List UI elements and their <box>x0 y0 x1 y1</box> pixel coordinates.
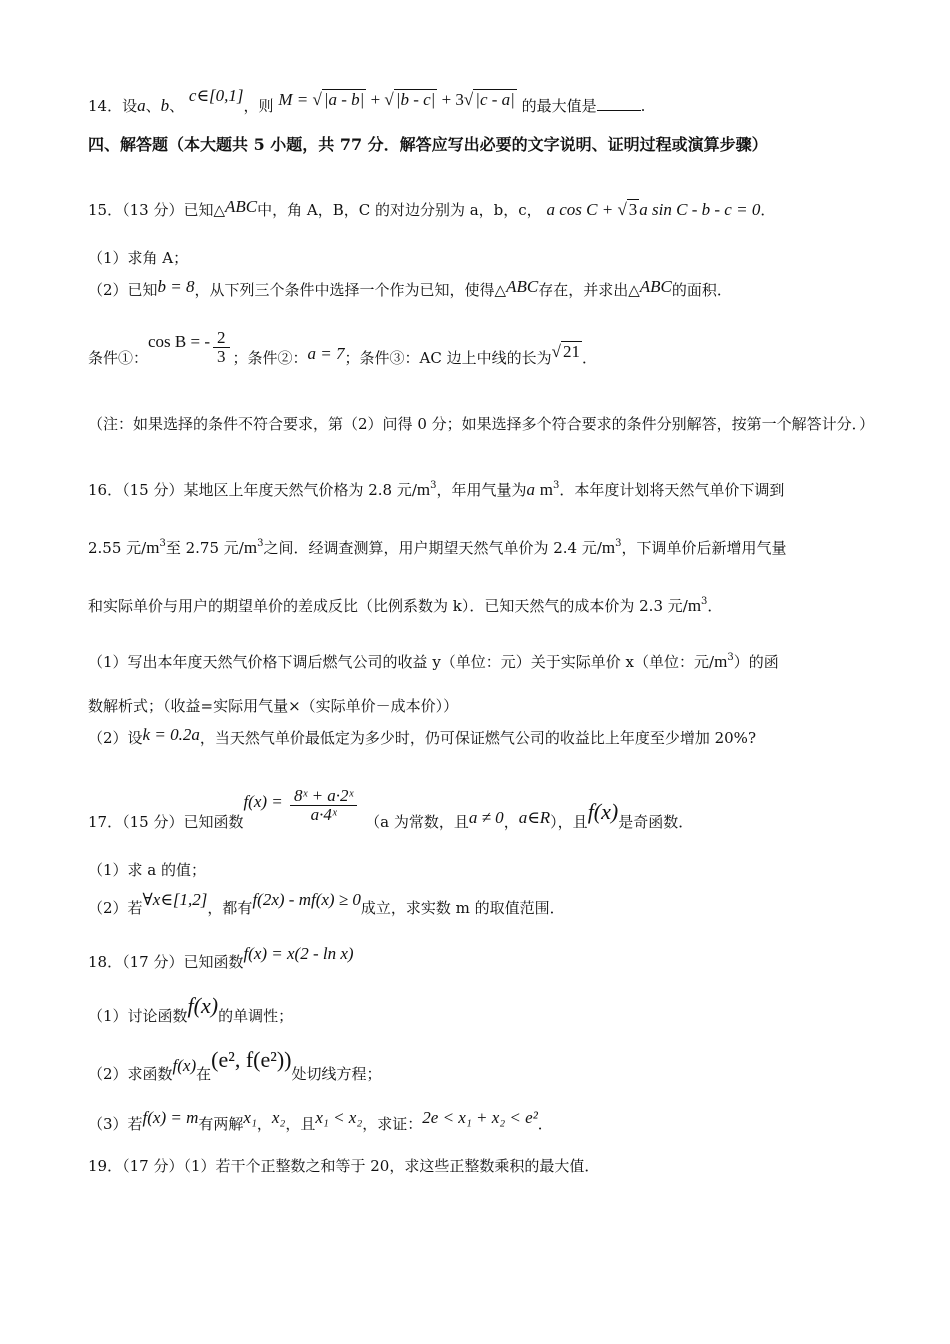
cond2-expr: a = 7 <box>307 344 345 363</box>
q18-p3-eq: f(x) = m <box>142 1108 199 1127</box>
q15-conditions: 条件①：cos B = - $\frac{2}{3}$ ；条件②：a = 7；条件③：AC 边上中线的长为√ 21 ． <box>88 327 597 367</box>
q16-l1b: ，年用气量为 <box>436 481 527 499</box>
q16-p2a: （2）设 <box>88 729 143 747</box>
q15-note: （注：如果选择的条件不符合要求，第（2）问得 0 分；如果选择多个符合要求的条件分别解答，按第一个解答计分．） <box>88 415 875 433</box>
q17-part2 <box>88 890 565 917</box>
unit-exp: 3 <box>257 538 264 549</box>
q17-a-in-R: a∈R <box>518 808 551 827</box>
q14-var-a: a <box>137 96 146 115</box>
q14-M: M = <box>278 90 313 109</box>
q18-p2c: 处切线方程； <box>291 1065 382 1083</box>
unit-m: m <box>714 652 728 671</box>
q14-c-range: c∈[0,1] <box>188 86 244 105</box>
q18-p1a: （1）讨论函数 <box>88 1007 188 1025</box>
q16-line1 <box>88 476 784 500</box>
q16-p1b: ）的函 <box>733 653 779 671</box>
q16-part2 <box>88 725 756 748</box>
q14-tail: 的最大值是 <box>521 97 597 115</box>
q15-p2-abc2: ABC <box>639 277 672 296</box>
q15-p2-mid: ，从下列三个条件中选择一个作为已知，使得△ <box>194 281 507 299</box>
cond-lead: 条件①： <box>88 349 149 367</box>
q17-cond-fx: f(x) <box>587 799 619 824</box>
unit-m: m <box>416 480 431 499</box>
q15-p2-lead: （2）已知 <box>88 281 158 299</box>
unit-m: m <box>539 480 554 499</box>
q16-part1 <box>88 648 779 672</box>
q18-p2b: 在 <box>196 1065 212 1083</box>
unit-m: m <box>687 596 702 615</box>
q16-l2a: 2.55 元/ <box>88 539 147 557</box>
q18-proof-ineq: 2e < x₁ + x₂ < e² <box>422 1108 538 1127</box>
q18-tangent-point: (e², f(e²)) <box>211 1047 292 1072</box>
question-15: 15．（13 分）已知△ABC中，角 A，B，C 的对边分别为 a，b，c， a cos C + √ 3 a sin C - b - c = 0． <box>88 197 776 219</box>
q14-var-b: b <box>160 96 170 115</box>
q18-p3a: （3）若 <box>88 1115 143 1133</box>
q18-p3e: ，求证： <box>362 1115 423 1133</box>
q15-lead: 15．（13 分）已知△ <box>88 201 225 219</box>
q17-cond-a: （a 为常数，且 <box>365 813 469 831</box>
question-14: 14．设a、b、 c∈[0,1]，则 M = √ |a - b| + √ |b - c| + 3√ |c - a| 的最大值是 . <box>88 86 646 115</box>
q16-l2b: 至 2.75 元/ <box>165 539 244 557</box>
cond-end: ． <box>581 349 597 367</box>
q15-sqrt3: 3 <box>628 200 638 219</box>
q14-lead: 14．设 <box>88 97 138 115</box>
q15-eq-part2: a sin C - b - c = 0 <box>639 200 761 219</box>
q17-num: 8ˣ + a·2ˣ <box>290 787 357 806</box>
q17-lead: 17．（15 分）已知函数 <box>88 813 244 831</box>
q17-ineq: f(2x) - mf(x) ≥ 0 <box>252 890 361 909</box>
q14-sep2: 、 <box>169 97 185 115</box>
q14-root2: |b - c| <box>395 90 436 109</box>
q18-p2-fx: f(x) <box>172 1056 197 1075</box>
q18-p3c: ， <box>256 1115 272 1133</box>
unit-m: m <box>146 538 160 557</box>
q16-line3 <box>88 592 722 616</box>
q16-l2d: ，下调单价后新增用气量 <box>621 539 787 557</box>
q15-p2-end: 的面积． <box>671 281 732 299</box>
q14-root1: |a - b| <box>323 90 365 109</box>
q14-plus1: + <box>366 90 385 109</box>
q16-part1-cont: 数解析式；（收益=实际用气量×（实际单价－成本价）） <box>88 697 459 715</box>
q18-x2: x₂ <box>271 1108 286 1127</box>
q18-p1b: 的单调性； <box>218 1007 294 1025</box>
q17-den: a·4ˣ <box>310 804 337 824</box>
q17-cond-d: 是奇函数． <box>618 813 694 831</box>
q18-p3-end: ． <box>537 1115 553 1133</box>
question-19: 19．（17 分）（1）若干个正整数之和等于 20，求这些正整数乘积的最大值． <box>88 1157 600 1175</box>
q14-end: . <box>640 97 646 115</box>
q16-l3a: 和实际单价与用户的期望单价的差成反比（比例系数为 k）．已知天然气的成本价为 2.3 元/ <box>88 597 688 615</box>
q15-p2-mid2: 存在，并求出△ <box>538 281 640 299</box>
q15-p2-abc: ABC <box>506 277 539 296</box>
q16-p1a: （1）写出本年度天然气价格下调后燃气公司的收益 y（单位：元）关于实际单价 x（单位：元/ <box>88 653 715 671</box>
q18-x1-lt-x2: x₁ < x₂ <box>315 1108 363 1127</box>
q17-forall: ∀x∈[1,2] <box>142 890 208 909</box>
cond-sep3: ；条件③：AC 边上中线的长为 <box>344 349 552 367</box>
question-18 <box>88 944 354 971</box>
unit-exp: 3 <box>159 538 166 549</box>
unit-exp: 3 <box>701 596 708 607</box>
q17-p2c: 成立，求实数 m 的取值范围． <box>360 899 565 917</box>
q17-p2a: （2）若 <box>88 899 143 917</box>
cond1-num: 2 <box>213 329 230 348</box>
q18-p3b: 有两解 <box>198 1115 244 1133</box>
q18-p2a: （2）求函数 <box>88 1065 173 1083</box>
q17-fraction <box>290 787 357 824</box>
q18-fx: f(x) = x(2 - ln x) <box>243 944 354 963</box>
q15-part2 <box>88 277 732 300</box>
cond1-fraction <box>213 329 230 366</box>
unit-exp: 3 <box>615 538 622 549</box>
unit-exp: 3 <box>727 652 734 663</box>
answer-blank <box>597 96 641 111</box>
q16-var-a: a <box>526 480 536 499</box>
section-heading: 四、解答题（本大题共 5 小题，共 77 分．解答应写出必要的文字说明、证明过程或演算步骤） <box>88 135 768 154</box>
q14-sep1: 、 <box>145 97 161 115</box>
cond1-expr: cos B = - <box>148 332 211 351</box>
unit-m: m <box>601 538 616 557</box>
cond1-den: 3 <box>217 346 226 366</box>
q15-b-eq: b = 8 <box>157 277 195 296</box>
q18-part1 <box>88 993 294 1025</box>
q16-l1c: ．本年度计划将天然气单价下调到 <box>559 481 785 499</box>
q16-p2b: ，当天然气单价最低定为多少时，仍可保证燃气公司的收益比上年度至少增加 20%? <box>199 729 756 747</box>
cond-sep2: ；条件②： <box>232 349 308 367</box>
q15-abc: ABC <box>224 197 258 216</box>
q14-plus2: + 3 <box>437 90 464 109</box>
q17-cond-b: ， <box>503 813 519 831</box>
cond3-root: 21 <box>562 342 580 361</box>
q14-comma: ，则 <box>243 97 274 115</box>
q15-end: ． <box>760 201 776 219</box>
question-17 <box>88 780 694 831</box>
q17-a-neq: a ≠ 0 <box>468 808 504 827</box>
q16-l2c: 之间．经调查测算，用户期望天然气单价为 2.4 元/ <box>263 539 602 557</box>
q18-part3 <box>88 1108 553 1133</box>
q15-mid: 中，角 A，B，C 的对边分别为 a，b，c， <box>257 201 542 219</box>
q17-p2b: ，都有 <box>207 899 253 917</box>
q17-cond-c: ），且 <box>550 813 588 831</box>
q16-l3b: ． <box>707 597 723 615</box>
q15-part1: （1）求角 A； <box>88 249 189 267</box>
q16-l1a: 16．（15 分）某地区上年度天然气价格为 2.8 元/ <box>88 481 417 499</box>
q16-line2 <box>88 534 787 558</box>
q17-fx: f(x) = <box>243 792 288 811</box>
q18-x1: x₁ <box>243 1108 257 1127</box>
q15-eq-part1: a cos C + <box>546 200 618 219</box>
q18-p3d: ，且 <box>285 1115 316 1133</box>
q18-lead: 18．（17 分）已知函数 <box>88 953 244 971</box>
q17-part1: （1）求 a 的值； <box>88 861 207 879</box>
unit-exp: 3 <box>430 480 437 491</box>
q16-k-eq: k = 0.2a <box>142 725 200 744</box>
unit-exp: 3 <box>553 480 560 491</box>
unit-m: m <box>243 538 258 557</box>
q18-part2 <box>88 1047 382 1083</box>
q14-root3: |c - a| <box>475 90 515 109</box>
q18-p1-fx: f(x) <box>187 993 219 1018</box>
